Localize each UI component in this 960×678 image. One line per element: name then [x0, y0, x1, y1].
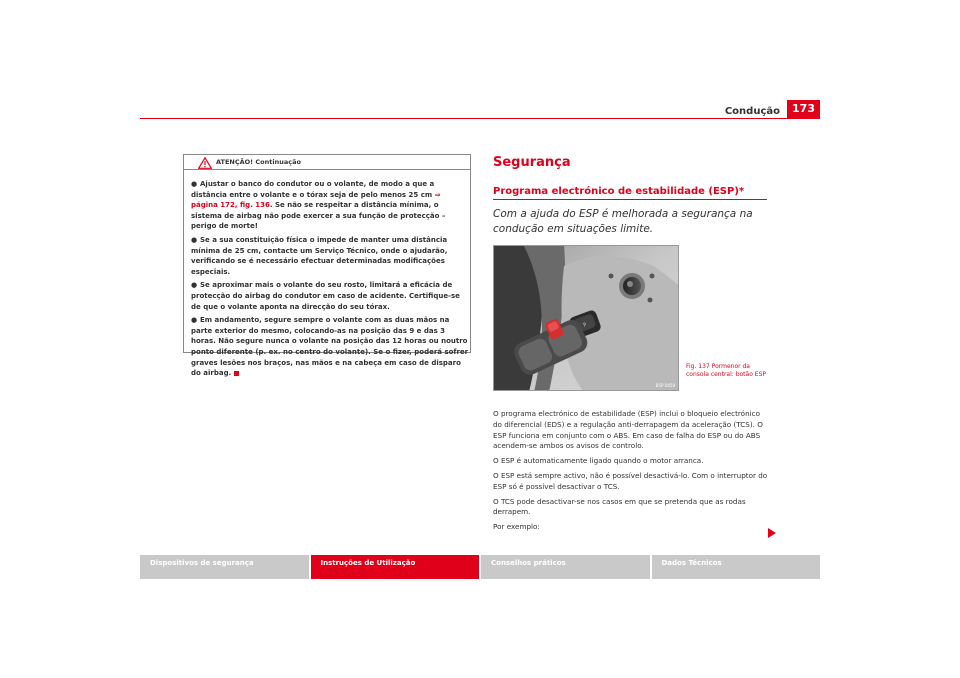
arrow-icon: ⇒ — [434, 190, 441, 199]
bullet-icon: ● — [191, 281, 198, 290]
chapter-title: Condução — [724, 106, 780, 117]
warning-title: ATENÇÃO! Continuação — [216, 158, 301, 166]
warning-item-text: Em andamento, segure sempre o volante com as duas mãos na parte exterior do mesmo, colocando-as na posição das 9 e das 3 horas. Não segure nunca o volante na posição das 12 horas ou noutro ponto diferente (p. ex. no centro do volante). Se o fizer, poderá sofrer graves lesões nos braços, nas mãos e na cabeça em caso de disparo do airbag. — [191, 316, 469, 378]
warning-item-text: . Se não se respeitar a distância mínima, o sistema de airbag não pode exercer a sua função de protecção – perigo de morte! — [191, 201, 446, 231]
figure-code: B5P-0458 — [655, 383, 675, 388]
warning-item — [191, 315, 469, 379]
warning-item-text: Se aproximar mais o volante do seu rosto, limitará a eficácia de protecção do airbag do condutor em caso de acidente. Certifique-se de que o volante aponta na direcção do seu tórax. — [191, 281, 460, 311]
bullet-icon: ● — [191, 180, 198, 188]
section-subtitle: Programa electrónico de estabilidade (ESP)* — [493, 186, 745, 197]
bullet-icon: ● — [191, 316, 198, 325]
end-square-icon — [234, 371, 239, 376]
esp-button-photo — [493, 245, 679, 391]
footer-tab-safety-devices[interactable]: Dispositivos de segurança — [140, 555, 309, 579]
paragraph: O programa electrónico de estabilidade (ESP) inclui o bloqueio electrónico do diferencial (EDS) e a regulação anti-derrapagem da aceleração (TCS). O ESP funciona em conjunto com o ABS. Em caso de falha do ESP ou do ABS acendem-se ambos os avisos de controlo. — [493, 409, 763, 451]
warning-header — [184, 155, 470, 170]
warning-triangle-icon — [198, 157, 212, 169]
warning-item-text: Se a sua constituição física o impede de manter uma distância mínima de 25 cm, contacte um Serviço Técnico, onde o ajudarão, verificando se é necessário efectuar determinadas modificações especiais. — [191, 235, 448, 276]
figure-caption: Fig. 137 Pormenor da consola central: botão ESP — [686, 363, 767, 378]
svg-text:P: P — [582, 321, 588, 329]
warning-list — [191, 179, 469, 379]
paragraph: O TCS pode desactivar-se nos casos em que se pretenda que as rodas derrapem. — [493, 496, 746, 517]
section-title: Segurança — [493, 155, 571, 170]
paragraph: O ESP está sempre activo, não é possível desactivá-lo. Com o interruptor do ESP só é possível desactivar o TCS. — [493, 470, 768, 491]
page-number: 173 — [787, 100, 820, 118]
header-rule — [140, 118, 820, 119]
esp-console-illustration — [494, 246, 679, 391]
continue-arrow-icon[interactable] — [768, 528, 776, 538]
page-reference-link[interactable]: página 172, fig. 136 — [191, 201, 270, 210]
warning-item — [191, 280, 469, 312]
paragraph: Por exemplo: — [493, 522, 540, 532]
body-text — [493, 409, 769, 537]
warning-item — [191, 179, 469, 232]
warning-item — [191, 235, 469, 277]
footer-tab-technical-data[interactable]: Dados Técnicos — [652, 555, 821, 579]
warning-box — [183, 154, 471, 378]
footer-tab-practical-tips[interactable]: Conselhos práticos — [481, 555, 650, 579]
section-intro: Com a ajuda do ESP é melhorada a segurança na condução em situações limite. — [493, 208, 753, 235]
footer-nav — [140, 555, 820, 579]
bullet-icon: ● — [191, 235, 198, 244]
footer-tab-operating-instructions[interactable]: Instruções de Utilização — [311, 555, 480, 579]
paragraph: O ESP é automaticamente ligado quando o motor arranca. — [493, 456, 704, 466]
subtitle-rule — [493, 199, 767, 200]
warning-item-text: Ajustar o banco do condutor ou o volante, de modo a que a distância entre o volante e o tórax seja de pelo menos 25 cm — [191, 180, 435, 199]
